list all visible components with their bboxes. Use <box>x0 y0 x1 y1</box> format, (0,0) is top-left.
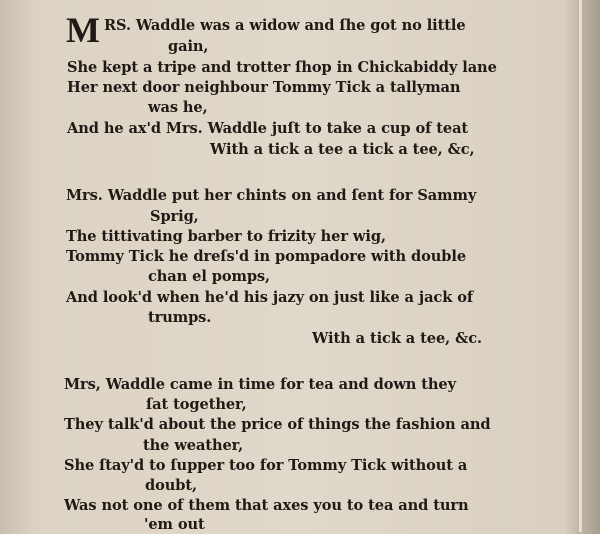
verse-line: Mrs, Waddle came in time for tea and down they <box>64 376 456 393</box>
verse-line: They talk'd about the price of things the fashion and <box>64 416 491 433</box>
verse-line: RS. Waddle was a widow and ſhe got no little <box>104 17 466 34</box>
verse-line: doubt, <box>145 477 197 494</box>
verse-line: And he ax'd Mrs. Waddle juſt to take a cup of teat <box>67 120 469 137</box>
verse-line: gain, <box>168 38 209 55</box>
verse-line: Her next door neighbour Tommy Tick a tallyman <box>67 79 461 96</box>
verse-line: the weather, <box>143 437 244 454</box>
verse-line: Sprig, <box>150 208 199 225</box>
verse-line: ſat together, <box>146 396 247 413</box>
verse-line: Was not one of them that axes you to tea and turn <box>64 497 469 514</box>
verse-line: She kept a tripe and trotter ſhop in Chickabiddy lane <box>67 59 497 76</box>
verse-line: The tittivating barber to frizity her wig, <box>66 228 386 245</box>
paper-edge <box>579 0 582 532</box>
verse-line: was he, <box>148 99 208 116</box>
chorus-line: With a tick a tee, &c. <box>312 330 482 347</box>
chorus-line: With a tick a tee a tick a tee, &c, <box>210 141 475 158</box>
verse-line: She ſtay'd to ſupper too for Tommy Tick without a <box>64 457 468 474</box>
drop-cap: M <box>66 10 100 50</box>
verse-line: Tommy Tick he dreſs'd in pompadore with double <box>66 248 467 265</box>
verse-line: 'em out <box>144 516 205 533</box>
verse-line: And look'd when he'd his jazy on just like a jack of <box>66 289 474 306</box>
verse-line: trumps. <box>148 309 212 326</box>
verse-line: chan el pomps, <box>148 268 271 285</box>
verse-line: Mrs. Waddle put her chints on and ſent for Sammy <box>66 187 477 204</box>
